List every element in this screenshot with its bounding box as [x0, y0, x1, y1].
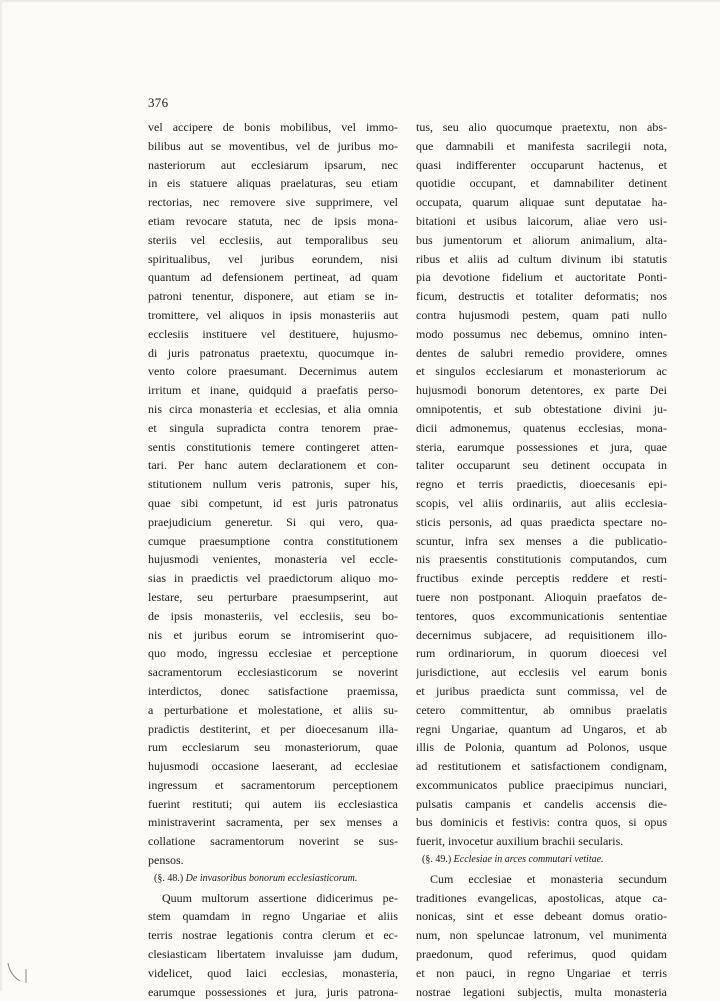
- text-line: fuerit, invocetur auxilium brachii secularis.: [416, 834, 624, 849]
- text-line: excommunicatos publice praecipimus nunciari,: [416, 777, 667, 792]
- text-line: dicii admonemus, quatenus ecclesias, mona-: [416, 420, 667, 435]
- text-line: pradictis destiterint, et per dioecesanum illa-: [148, 721, 398, 736]
- text-line: pensos.: [148, 853, 184, 868]
- text-line: omnipotentis, et sub obtestatione divini ju-: [416, 401, 667, 416]
- text-line: quasi indifferenter occuparunt hactenus, et: [416, 157, 667, 172]
- text-line: de ipsis monasteriis, vel ecclesiis, seu bo-: [148, 608, 398, 623]
- text-line: sias in praedictis vel praedictorum aliquo mo-: [148, 571, 398, 586]
- right-body-text-lower: [416, 870, 667, 1001]
- text-line: taliter occuparunt seu detinent occupata in: [416, 458, 667, 473]
- text-line: jurisdictione, aut ecclesiis vel earum bonis: [416, 665, 667, 680]
- text-line: stem quamdam in regno Ungariae et aliis: [148, 909, 398, 924]
- text-line: scopis, vel aliis ordinariis, aut aliis ecclesia-: [416, 495, 667, 510]
- text-line: in eis statuere aliquas praelaturas, seu etiam: [148, 176, 398, 191]
- text-line: steria, earumque possessiones et jura, quae: [416, 439, 667, 454]
- scan-edge-left: [0, 0, 2, 991]
- text-line: earumque possessiones et jura, juris patrona-: [148, 984, 398, 999]
- text-line: di juris patronatus praetextu, quocumque in-: [148, 345, 398, 360]
- text-line: stitutionem nullum veris patronis, super his,: [148, 477, 398, 492]
- text-line: num, non speluncae latronum, vel munimenta: [416, 928, 667, 943]
- text-line: pulsatis campanis et candelis accensis die-: [416, 796, 667, 811]
- text-line: nis praesentis constitutionis computandos, cum: [416, 552, 667, 567]
- text-line: collatione sacramentorum noverint se sus-: [148, 834, 398, 849]
- section-title: Ecclesiae in arces commutari vetitae.: [453, 854, 604, 866]
- text-line: steriis vel ecclesiis, aut temporalibus seu: [148, 232, 398, 247]
- text-line: que damnabili et manifesta sacrilegii nota,: [416, 138, 667, 153]
- text-line: Cum ecclesiae et monasteria secundum: [430, 871, 667, 886]
- text-line: etiam revocare statuta, nec de ipsis mona-: [148, 213, 398, 228]
- text-line: nis circa monasteria et ecclesias, et alia omnia: [148, 401, 398, 416]
- text-line: cumque praesumptione contra constitutionem: [148, 533, 398, 548]
- text-line: sacramentorum ecclesiasticorum se noverint: [148, 665, 398, 680]
- section-heading-48: [148, 870, 398, 889]
- text-line: nonicas, sint et esse debeant domus oratio-: [416, 909, 667, 924]
- text-line: nostrae legationi subjectis, multa monasteria: [416, 984, 667, 999]
- text-line: clesiasticam libertatem invaluisse jam dudum,: [148, 947, 398, 962]
- text-line: patroni tenentur, disponere, aut etiam se in-: [148, 289, 398, 304]
- text-line: ribus et aliis ad cultum divinum ibi statutis: [416, 251, 667, 266]
- text-line: ecclesiis instituere vel destituere, hujusmo-: [148, 326, 398, 341]
- text-line: tus, seu alio quocumque praetextu, non abs-: [416, 120, 667, 134]
- text-line: ministraverint sacramenta, per sex menses a: [148, 815, 398, 830]
- left-column: [148, 118, 398, 1001]
- text-line: hujusmodi occasione laeserant, ad ecclesiae: [148, 759, 398, 774]
- text-line: fuerint restituti; qui autem iis ecclesiastica: [148, 796, 398, 811]
- text-line: bus dominicis et festivis: contra quos, si opus: [416, 815, 667, 830]
- text-line: nis et juribus eorum se intromiserint quo-: [148, 627, 398, 642]
- text-line: lestare, seu perturbare praesumpserint, aut: [148, 589, 398, 604]
- text-line: et singula supradicta contra tenorem prae-: [148, 420, 398, 435]
- text-line: cetero committentur, ab omnibus praelatis: [416, 702, 667, 717]
- text-line: illis de Polonia, quantum ad Polonos, usque: [416, 740, 667, 755]
- text-line: fructibus exinde perceptis reddere et resti-: [416, 571, 667, 586]
- text-line: pia devotione fidelium et auctoritate Ponti-: [416, 270, 667, 285]
- text-line: decernimus subjacere, ad requisitionem illo-: [416, 627, 667, 642]
- text-line: ad restitutionem et satisfactionem condignam,: [416, 759, 667, 774]
- text-line: bilibus aut se moventibus, vel de juribus mo-: [148, 138, 398, 153]
- text-line: regni Ungariae, quantum ad Ungaros, et ab: [416, 721, 667, 736]
- text-line: occupata, quarum aliquae sunt deputatae ha-: [416, 195, 667, 210]
- text-line: sentis constitutionis temere contingeret atten-: [148, 439, 398, 454]
- text-line: contra hujusmodi pestem, quam pati nullo: [416, 307, 667, 322]
- text-line: vel accipere de bonis mobilibus, vel immo-: [148, 120, 398, 134]
- text-line: videlicet, quod laici ecclesias, monasteria,: [148, 965, 398, 980]
- text-line: terris nostrae legationis contra clerum et ec-: [148, 928, 398, 943]
- text-line: hujusmodi bonorum detentores, ex parte Dei: [416, 383, 667, 398]
- text-line: rectorias, nec removere sive supprimere, vel: [148, 195, 398, 210]
- text-line: ficum, destructis et totaliter deformatis; nos: [416, 289, 667, 304]
- text-line: regno et terris praedictis, dioecesanis epi-: [416, 477, 667, 492]
- text-line: Quum multorum assertione didicerimus pe-: [162, 890, 398, 905]
- text-line: tentores, quos excommunicationis sententiae: [416, 608, 667, 623]
- text-line: et juribus praedicta sunt commissa, vel de: [416, 683, 667, 698]
- text-line: bus jumentorum et aliorum animalium, alta-: [416, 232, 667, 247]
- text-line: dentes de salubri remedio providere, omnes: [416, 345, 667, 360]
- text-line: modo possumus nec debemus, omnino inten-: [416, 326, 667, 341]
- text-line: quotidie occupant, et damnabiliter detinent: [416, 176, 667, 191]
- text-line: bitationi et usibus laicorum, aliae vero usi-: [416, 213, 667, 228]
- text-line: spiritualibus, vel juribus eorundem, nisi: [148, 251, 398, 266]
- text-line: tuere non postponant. Alioquin praefatos de-: [416, 589, 667, 604]
- section-heading-49: [416, 851, 667, 870]
- text-line: hujusmodi venientes, monasteria vel eccle-: [148, 552, 398, 567]
- section-title: De invasoribus bonorum ecclesiasticorum.: [185, 872, 358, 884]
- text-line: a perturbatione et molestatione, et aliis su-: [148, 702, 398, 717]
- text-line: ingressum et sacramentorum perceptionem: [148, 777, 398, 792]
- left-body-text-upper: [148, 118, 398, 870]
- section-number: (§. 48.): [154, 872, 184, 884]
- text-line: nasteriorum aut ecclesiarum ipsarum, nec: [148, 157, 398, 172]
- text-line: rum ecclesiarum seu monasteriorum, quae: [148, 740, 398, 755]
- scan-corner-mark: [6, 957, 34, 985]
- text-line: quantum ad defensionem pertineat, ad quam: [148, 270, 398, 285]
- text-line: vento colore praesumant. Decernimus autem: [148, 364, 398, 379]
- text-line: quo modo, ingressu ecclesiae et perceptione: [148, 646, 398, 661]
- text-line: praedonum, quod referimus, quod quidam: [416, 947, 667, 962]
- page-number: 376: [148, 95, 169, 110]
- text-line: traditiones evangelicas, apostolicas, atque ca-: [416, 890, 667, 905]
- text-line: scuntur, infra sex menses a die publicatio-: [416, 533, 667, 548]
- text-line: interdictos, donec satisfactione praemissa,: [148, 683, 398, 698]
- text-line: tromittere, vel aliquos in ipsis monasteriis aut: [148, 307, 398, 322]
- text-line: tari. Per hanc autem declarationem et con-: [148, 458, 398, 473]
- right-body-text-upper: [416, 118, 667, 851]
- right-column: [416, 118, 667, 1001]
- text-line: rum ordinariorum, in quorum dioecesi vel: [416, 646, 667, 661]
- text-line: et non pauci, in regno Ungariae et terris: [416, 965, 667, 980]
- text-line: praejudicium generetur. Si qui vero, qua-: [148, 514, 398, 529]
- scan-edge-top: [0, 0, 720, 3]
- section-number: (§. 49.): [422, 854, 452, 866]
- text-line: quae sibi competunt, id est juris patronatus: [148, 495, 398, 510]
- text-line: et singulos ecclesiarum et monasteriorum ac: [416, 364, 667, 379]
- text-line: irritum et inane, quidquid a praefatis perso-: [148, 383, 398, 398]
- left-body-text-lower: [148, 889, 398, 1001]
- text-line: sticis personis, ad quas praedicta spectare no-: [416, 514, 667, 529]
